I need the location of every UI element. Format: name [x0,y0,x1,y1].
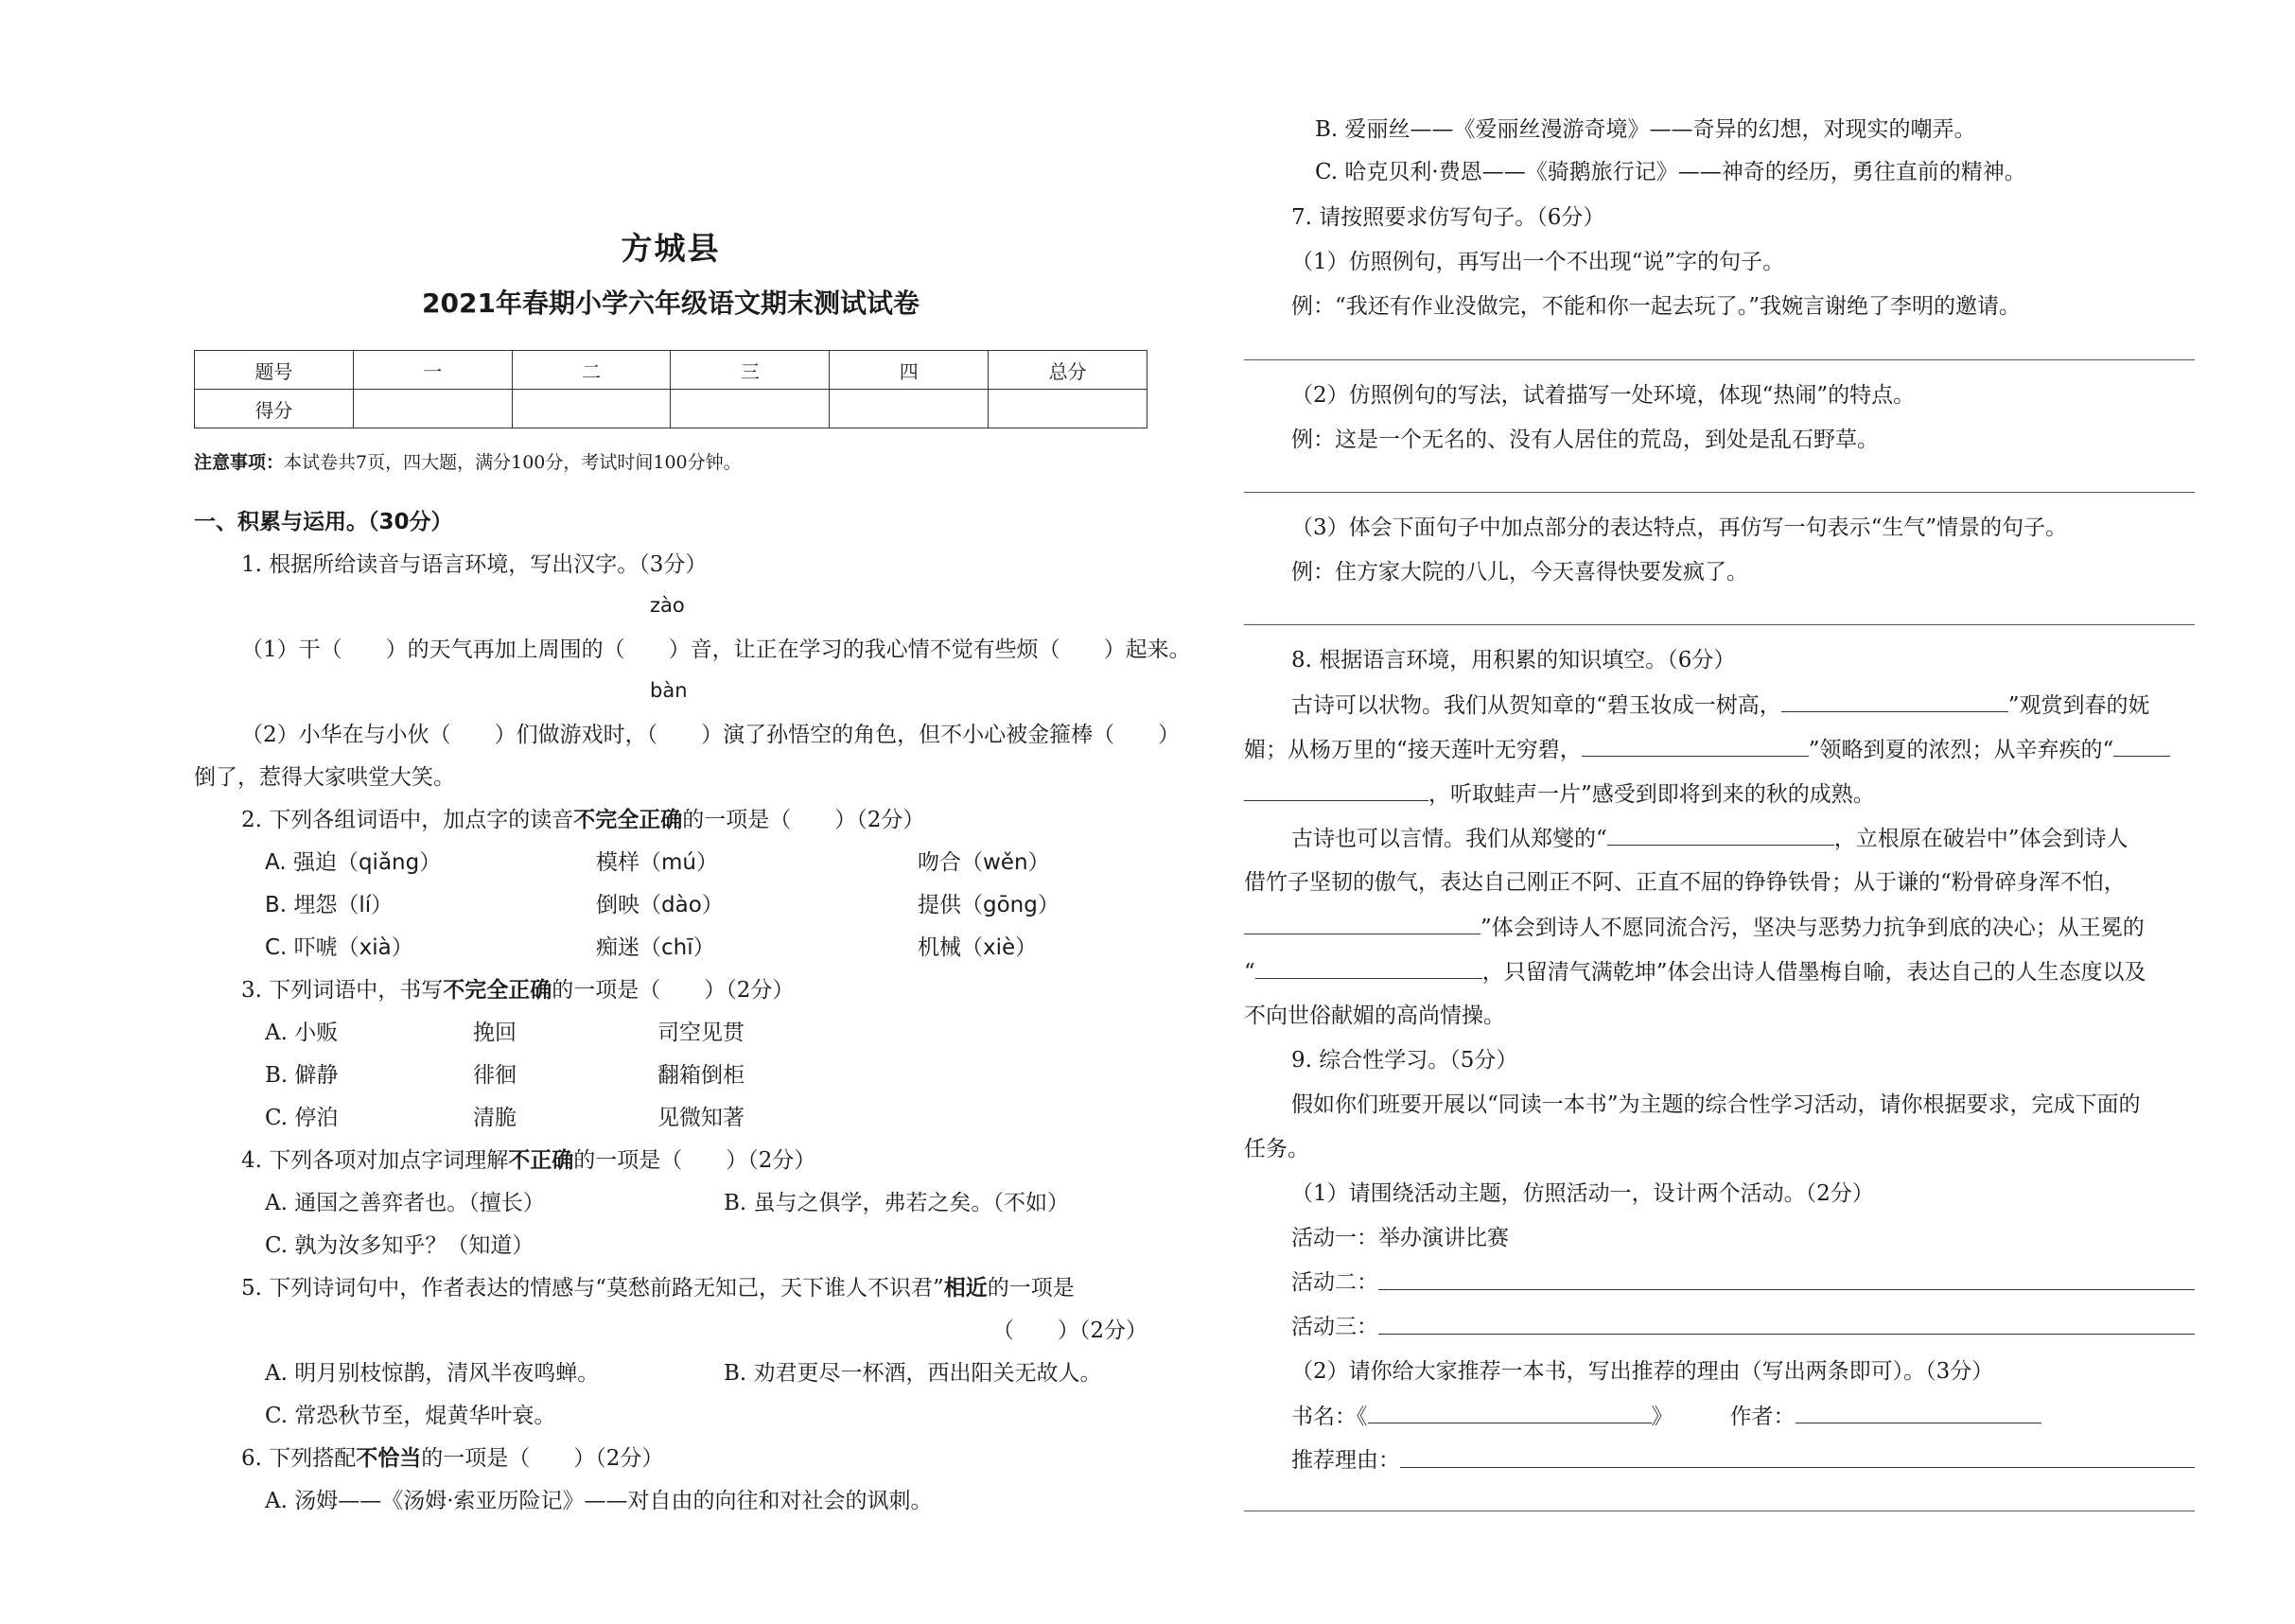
q6-option-c: C. 哈克贝利·费恩——《骑鹅旅行记》——神奇的经历，勇往直前的精神。 [1315,160,2026,184]
score-cell[interactable] [512,390,671,428]
score-cell[interactable] [353,390,512,428]
score-table-header: 总分 [989,351,1148,390]
q3-option-a2: 挽回 [473,1021,517,1045]
q2-option-a1: A. 强迫（qiǎng） [265,850,442,875]
q4-stem-post: 的一项是（ ）（2分） [573,1148,816,1173]
q5-stem-post: 的一项是 [987,1276,1075,1301]
q9-book-label: 书名：《 [1291,1405,1368,1429]
q8-blank-3b[interactable] [1244,779,1428,801]
q1-line-2: （2）小华在与小伙（ ）们做游戏时，（ ）演了孙悟空的角色，但不小心被金箍棒（ ） [241,723,1181,747]
county-title: 方城县 [621,230,721,267]
q7-example-1: 例：“我还有作业没做完，不能和你一起去玩了。”我婉言谢绝了李明的邀请。 [1291,294,2022,319]
q2-option-c1: C. 吓唬（xià） [265,935,413,960]
q9-activity-3 [1244,1313,2195,1341]
q5-stem [194,1274,1148,1302]
q8-line-7 [1244,957,2195,987]
q9-book-line [1244,1402,2195,1431]
score-row-label: 得分 [195,390,354,428]
q2-stem [194,806,1148,834]
q8-text: ，听取蛙声一片”感受到即将到来的秋的成熟。 [1428,782,1875,807]
q9-activity-2 [1244,1268,2195,1297]
q6-stem-emphasis: 不恰当 [356,1446,422,1471]
q8-line-2 [1244,735,2195,764]
q9-reason-line-2[interactable] [1244,1510,2195,1511]
q1-pinyin-2: bàn [650,679,688,702]
q5-stem-pre: 5. 下列诗词句中，作者表达的情感与“莫愁前路无知己，天下谁人不识君” [241,1276,944,1301]
q8-blank-6[interactable] [1255,957,1482,979]
q9-reason-blank[interactable] [1400,1446,2195,1468]
score-table-header: 三 [671,351,830,390]
q6-stem-post: 的一项是（ ）（2分） [421,1446,664,1471]
q9-book-close: 》 [1651,1405,1673,1429]
q8-blank-1[interactable] [1781,690,2008,712]
q9-activity-1: 活动一：举办演讲比赛 [1291,1226,1509,1250]
q6-option-b: B. 爱丽丝——《爱丽丝漫游奇境》——奇异的幻想，对现实的嘲弄。 [1315,117,1976,142]
q2-stem-post: 的一项是（ ）（2分） [682,808,925,832]
score-table-header: 题号 [195,351,354,390]
q7-prompt-3: （3）体会下面句子中加点部分的表达特点，再仿写一句表示“生气”情景的句子。 [1291,515,2068,540]
q8-line-8: 不向世俗献媚的高尚情操。 [1244,1004,1505,1028]
q9-author-label: 作者： [1729,1405,1796,1429]
q9-activity-2-label: 活动二： [1291,1270,1378,1295]
q8-line-4 [1244,824,2195,853]
q3-option-b2: 徘徊 [473,1063,517,1088]
q5-option-b: B. 劝君更尽一杯酒，西出阳关无故人。 [724,1361,1102,1386]
q6-stem [194,1444,1148,1473]
q7-prompt-2: （2）仿照例句的写法，试着描写一处环境，体现“热闹”的特点。 [1291,383,1916,408]
q8-text: ，只留清气满乾坤”体会出诗人借墨梅自喻，表达自己的人生态度以及 [1481,960,2146,985]
q8-text: 古诗可以状物。我们从贺知章的“碧玉妆成一树高， [1291,693,1781,718]
q3-option-c3: 见微知著 [657,1106,745,1130]
q9-author-blank[interactable] [1796,1402,2041,1423]
q4-stem-pre: 4. 下列各项对加点字词理解 [241,1148,509,1173]
q2-stem-emphasis: 不完全正确 [573,808,683,832]
q8-text: 古诗也可以言情。我们从郑燮的“ [1291,827,1607,851]
q1-pinyin-1: zào [650,594,685,617]
section1-title: 一、积累与运用。（30分） [194,510,453,534]
q3-option-c1: C. 停泊 [265,1106,339,1130]
q6-stem-pre: 6. 下列搭配 [241,1446,357,1471]
q3-option-a3: 司空见贯 [657,1021,745,1045]
q1-line-1: （1）干（ ）的天气再加上周围的（ ）音，让正在学习的我心情不觉有些烦（ ）起来。 [241,637,1191,662]
notice-text: 本试卷共7页，四大题，满分100分，考试时间100分钟。 [284,452,742,473]
q2-option-b1: B. 埋怨（lí） [265,893,394,917]
q8-text: ”体会到诗人不愿同流合污，坚决与恶势力抗争到底的决心；从王冕的 [1480,916,2145,940]
q9-activity-3-blank[interactable] [1378,1313,2195,1335]
q3-stem [194,976,1148,1004]
q7-example-2: 例：这是一个无名的、没有人居住的荒岛，到处是乱石野草。 [1291,428,1879,452]
q8-line-6 [1244,913,2195,942]
q9-prompt-1: （1）请围绕活动主题，仿照活动一，设计两个活动。（2分） [1291,1181,1874,1206]
q2-option-b3: 提供（gōng） [918,893,1060,917]
q9-activity-2-blank[interactable] [1378,1268,2195,1290]
q2-option-a2: 模样（mú） [596,850,718,875]
q3-option-a1: A. 小贩 [265,1021,339,1045]
q8-blank-4[interactable] [1607,824,1834,846]
q8-blank-5[interactable] [1244,913,1480,934]
score-cell[interactable] [830,390,989,428]
q7-example-3: 例：住方家大院的八儿，今天喜得快要发疯了。 [1291,560,1748,585]
score-table-header-row [195,351,1148,390]
q2-option-b2: 倒映（dào） [596,893,724,917]
score-cell[interactable] [989,390,1148,428]
q3-option-b1: B. 僻静 [265,1063,339,1088]
q2-option-c2: 痴迷（chī） [596,935,715,960]
q1-stem: 1. 根据所给读音与语言环境，写出汉字。（3分） [241,552,708,577]
q3-stem-pre: 3. 下列词语中，书写 [241,978,444,1003]
score-table-header: 一 [353,351,512,390]
q2-option-a3: 吻合（wěn） [918,850,1050,875]
q8-text: ，立根原在破岩中”体会到诗人 [1833,827,2129,851]
q9-intro-2: 任务。 [1244,1137,1309,1161]
score-table-header: 四 [830,351,989,390]
q8-line-3 [1244,779,2195,809]
q7-answer-line-3[interactable] [1244,624,2195,625]
q9-reason-line [1244,1446,2195,1475]
score-cell[interactable] [671,390,830,428]
q4-option-a: A. 通国之善弈者也。（擅长） [265,1191,545,1215]
q9-reason-label: 推荐理由： [1291,1448,1400,1473]
q3-option-c2: 清脆 [473,1106,517,1130]
q9-stem: 9. 综合性学习。（5分） [1291,1048,1518,1073]
q4-stem [194,1146,1148,1175]
q8-text: “ [1244,960,1255,985]
q9-book-title-blank[interactable] [1368,1402,1652,1423]
q5-stem-emphasis: 相近 [943,1276,988,1301]
q3-option-b3: 翻箱倒柜 [657,1063,745,1088]
q4-stem-emphasis: 不正确 [508,1148,574,1173]
q1-line-3: 倒了，惹得大家哄堂大笑。 [194,765,455,790]
notice [194,448,1148,477]
exam-title: 2021年春期小学六年级语文期末测试试卷 [422,288,920,319]
q2-stem-pre: 2. 下列各组词语中，加点字的读音 [241,808,574,832]
q8-text: ”领略到夏的浓烈；从辛弃疾的“ [1808,738,2114,762]
q5-option-c: C. 常恐秋节至，焜黄华叶衰。 [265,1404,556,1428]
q4-option-b: B. 虽与之俱学，弗若之矣。（不如） [724,1191,1070,1215]
q4-option-c: C. 孰为汝多知乎？（知道） [265,1233,534,1258]
notice-label: 注意事项： [194,452,285,473]
q7-answer-line-1[interactable] [1244,359,2195,360]
q9-intro-1: 假如你们班要开展以“同读一本书”为主题的综合性学习活动，请你根据要求，完成下面的 [1291,1092,2141,1117]
q5-answer-slot: （ ）（2分） [991,1318,1148,1343]
q7-answer-line-2[interactable] [1244,492,2195,493]
q8-blank-3a[interactable] [2113,735,2170,757]
score-table [194,350,1148,428]
q9-prompt-2: （2）请你给大家推荐一本书，写出推荐的理由（写出两条即可）。（3分） [1291,1359,1994,1384]
q8-text: ”观赏到春的妩 [2007,693,2150,718]
q5-option-a: A. 明月别枝惊鹊，清风半夜鸣蝉。 [265,1361,600,1386]
q8-text: 媚；从杨万里的“接天莲叶无穷碧， [1244,738,1582,762]
q8-line-1 [1244,690,2195,720]
q9-activity-3-label: 活动三： [1291,1315,1378,1339]
score-table-score-row [195,390,1148,428]
q7-prompt-1: （1）仿照例句，再写出一个不出现“说”字的句子。 [1291,250,1785,274]
q8-line-5: 借竹子坚韧的傲气，表达自己刚正不阿、正直不屈的铮铮铁骨；从于谦的“粉骨碎身浑不怕， [1244,870,2126,895]
q3-stem-emphasis: 不完全正确 [443,978,552,1003]
q8-stem: 8. 根据语言环境，用积累的知识填空。（6分） [1291,648,1736,672]
q3-stem-post: 的一项是（ ）（2分） [552,978,795,1003]
score-table-header: 二 [512,351,671,390]
q6-option-a: A. 汤姆——《汤姆·索亚历险记》——对自由的向往和对社会的讽刺。 [265,1489,933,1513]
q8-blank-2[interactable] [1582,735,1809,757]
q2-option-c3: 机械（xiè） [918,935,1038,960]
q7-stem: 7. 请按照要求仿写句子。（6分） [1291,205,1605,230]
